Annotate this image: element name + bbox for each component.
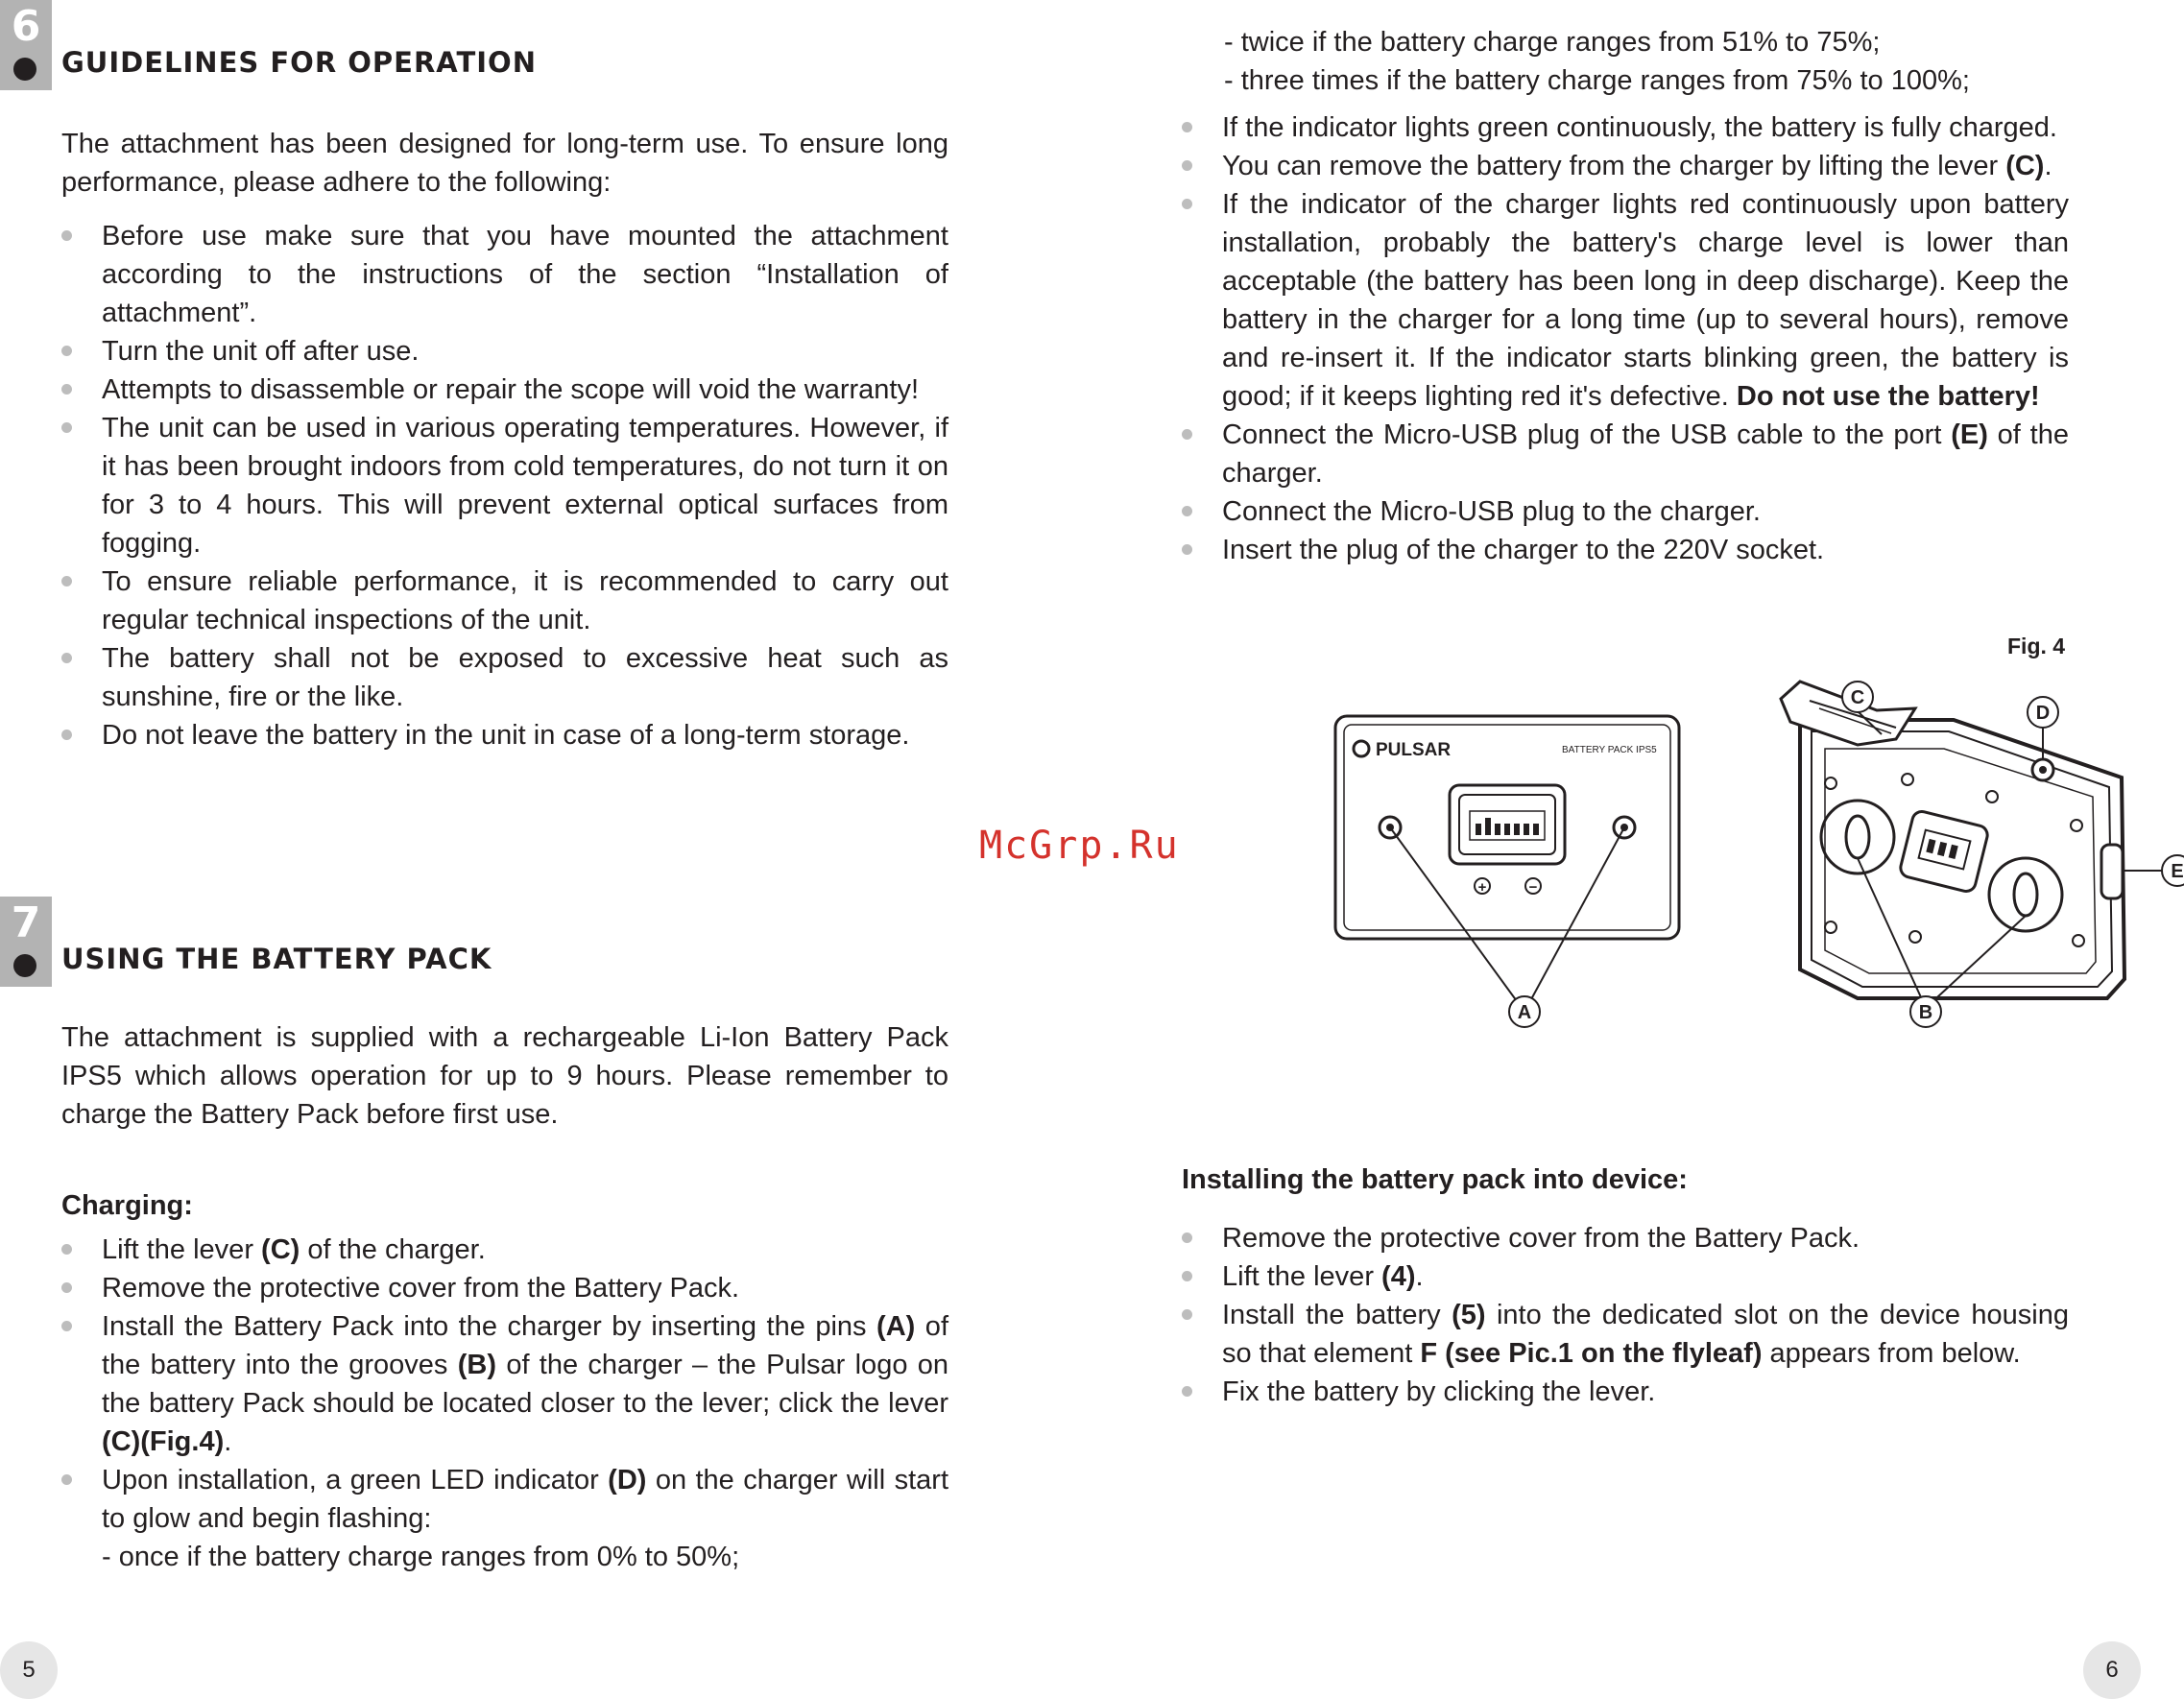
charge-level-line: - once if the battery charge ranges from 0% to 50%; [102, 1542, 740, 1572]
list-item: Remove the protective cover from the Battery Pack. [61, 1269, 948, 1307]
battery-pack-drawing [1335, 716, 1679, 1012]
callout-b [1910, 996, 1941, 1027]
svg-text:B: B [1918, 1002, 1933, 1023]
svg-text:E: E [2171, 861, 2184, 882]
list-item: You can remove the battery from the charger by lifting the lever (C). [1182, 147, 2069, 185]
section-6-tab [0, 0, 52, 90]
section-7-intro: The attachment is supplied with a rechargeable Li-Ion Battery Pack IPS5 which allows operation for up to 9 hours. Please remember to charge the Battery Pack before first use. [61, 1022, 948, 1130]
continued-line-three-times: - three times if the battery charge ranges from 75% to 100%; [1224, 65, 1970, 96]
pack-model-label: BATTERY PACK IPS5 [1562, 745, 1657, 755]
charger-drawing [1781, 682, 2162, 1008]
figure-4-illustration [1186, 653, 2184, 1037]
page-number-left: 5 [0, 1641, 58, 1699]
svg-text:A: A [1517, 1002, 1532, 1023]
callout-d [2028, 697, 2058, 728]
list-item: Lift the lever (C) of the charger. [61, 1231, 948, 1269]
section-6-number: 6 [11, 2, 41, 51]
section-7-number: 7 [11, 898, 41, 947]
list-item: Turn the unit off after use. [61, 332, 948, 371]
install-heading: Installing the battery pack into device: [1182, 1164, 1688, 1195]
charging-bullet-list [61, 1231, 948, 1576]
section-6-title: GUIDELINES FOR OPERATION [61, 46, 537, 79]
pack-brand-label: PULSAR [1376, 740, 1452, 760]
list-item: Before use make sure that you have mounted the attachment according to the instructions of the section “Installation of attachment”. [61, 217, 948, 332]
right-page [1070, 0, 2184, 1692]
minus-terminal-label: − [1528, 879, 1538, 896]
list-item: Upon installation, a green LED indicator (D) on the charger will start to glow and begin flashing: - once if the battery charge ranges from 0% to 50%; [61, 1461, 948, 1576]
watermark: McGrp.Ru [979, 824, 1180, 868]
section-7-dot [13, 954, 36, 977]
list-item: Do not leave the battery in the unit in case of a long-term storage. [61, 716, 948, 754]
list-item: Attempts to disassemble or repair the scope will void the warranty! [61, 371, 948, 409]
list-item: Connect the Micro-USB plug of the USB cable to the port (E) of the charger. [1182, 416, 2069, 492]
svg-text:D: D [2035, 703, 2051, 724]
charging-heading: Charging: [61, 1190, 193, 1221]
section-6-dot [13, 58, 36, 81]
list-item: The battery shall not be exposed to excessive heat such as sunshine, fire or the like. [61, 639, 948, 716]
callout-a [1509, 996, 1540, 1027]
section-6-bullet-list [61, 217, 948, 754]
list-item: Install the battery (5) into the dedicated slot on the device housing so that element F (see Pic.1 on the flyleaf) appears from below. [1182, 1296, 2069, 1373]
list-item: If the indicator lights green continuously, the battery is fully charged. [1182, 108, 2069, 147]
list-item: Fix the battery by clicking the lever. [1182, 1373, 2069, 1411]
list-item: The unit can be used in various operating temperatures. However, if it has been brought indoors from cold temperatures, do not turn it on for 3 to 4 hours. This will prevent external optical surfaces from fogging. [61, 409, 948, 562]
list-item: To ensure reliable performance, it is recommended to carry out regular technical inspections of the unit. [61, 562, 948, 639]
figure-caption: Fig. 4 [2007, 634, 2066, 658]
left-page [0, 0, 1070, 1692]
page-number-right: 6 [2083, 1641, 2141, 1699]
list-item: Remove the protective cover from the Battery Pack. [1182, 1219, 2069, 1257]
list-item: Lift the lever (4). [1182, 1257, 2069, 1296]
callout-e [2162, 855, 2184, 886]
continued-line-twice: - twice if the battery charge ranges from 51% to 75%; [1224, 27, 1881, 58]
section-7-title: USING THE BATTERY PACK [61, 943, 492, 975]
callout-c [1842, 682, 1873, 712]
section-6-intro: The attachment has been designed for long-term use. To ensure long performance, please adhere to the following: [61, 129, 948, 198]
list-item: Insert the plug of the charger to the 220V socket. [1182, 531, 2069, 569]
list-item: If the indicator of the charger lights red continuously upon battery installation, probably the battery's charge level is lower than acceptable (the battery has been long in deep discharge). Keep the battery in the charger for a long time (up to several hours), remove and re-insert it. If the indicator starts blinking green, the battery is good; if it keeps lighting red it's defective. Do not use the battery! [1182, 185, 2069, 416]
indicator-bullet-list [1182, 108, 2069, 569]
plus-terminal-label: + [1477, 879, 1487, 896]
continued-lines [1224, 23, 2088, 100]
list-item: Connect the Micro-USB plug to the charger. [1182, 492, 2069, 531]
section-7-tab [0, 897, 52, 987]
svg-text:C: C [1850, 687, 1865, 708]
list-item: Install the Battery Pack into the charger by inserting the pins (A) of the battery into the grooves (B) of the charger – the Pulsar logo on the battery Pack should be located closer to the lever; click the lever (C)(Fig.4). [61, 1307, 948, 1461]
install-bullet-list [1182, 1219, 2069, 1411]
